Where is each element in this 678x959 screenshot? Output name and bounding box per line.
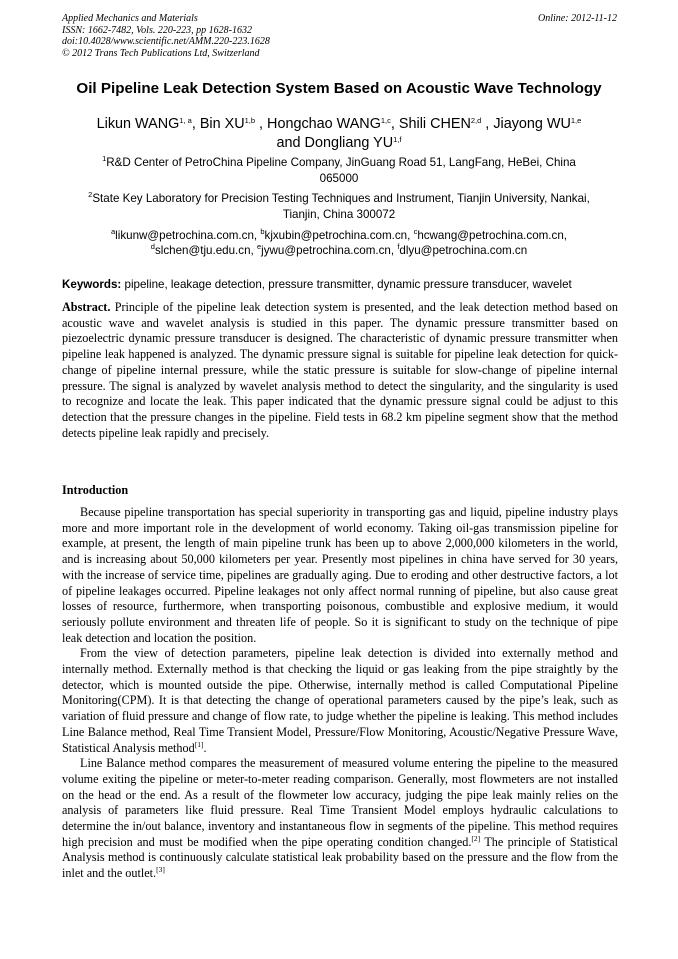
author: Jiayong WU$^{1,e}$ (493, 116, 582, 132)
paper-title: Oil Pipeline Leak Detection System Based on Acoustic Wave Technology (76, 80, 602, 97)
issn-line: ISSN: 1662-7482, Vols. 220-223, pp 1628-1632 (62, 24, 252, 36)
online-date: Online: 2012-11-12 (538, 13, 617, 24)
keywords (62, 277, 618, 292)
paragraph: Line Balance method compares the measurement of measured volume entering the pipeline to the measured volume exiting the pipeline or meter-to-meter reading comparison. Generally, most flowmeters are not installed on the head or the end. As a result of the flowmeter low accuracy, judging the pipe leak mainly relies on the analysis of parameters like fluid pressure. Real Time Transient Model employs hydraulic calculations to determine the in/out balance, inventory and instantaneous flow in segments of the pipeline. This method requires high precision and must be modified when the pipe operating condition changed.[2] The principle of Statistical Analysis method is continuously calculate statistical leak probability based on the pressure and the flow from the inlet and the outlet.[3] (62, 756, 618, 881)
author: Likun WANG$^{1, a}$, (96, 116, 200, 132)
author: Shili CHEN$^{2,d}$ , (398, 116, 494, 132)
abstract-label: Abstract. (62, 300, 111, 314)
email-link[interactable]: hcwang@petrochina.com.cn, (417, 229, 567, 242)
affiliation-1: $^1$R&D Center of PetroChina Pipeline Company, JinGuang Road 51, LangFang, HeBei, China 065000 (102, 154, 576, 185)
author-list (40, 115, 638, 153)
keywords-text: pipeline, leakage detection, pressure transmitter, dynamic pressure transducer, wavelet (124, 278, 572, 291)
author: Bin XU$^{1,b}$ , (199, 116, 268, 132)
journal-header (62, 13, 617, 59)
email-list: $^a$likunw@petrochina.com.cn, $^b$kjxubin@petrochina.com.cn, $^c$hcwang@petrochina.com.cn, $^d$slchen@tju.edu.cn, $^e$jywu@petrochina.com.cn, $^f$dlyu@petrochina.com.cn (111, 227, 567, 257)
author: Hongchao WANG$^{1,c}$, (267, 116, 399, 132)
section-heading: Introduction (62, 483, 129, 497)
journal-name: Applied Mechanics and Materials (62, 13, 198, 24)
doi-line: doi:10.4028/www.scientific.net/AMM.220-223.1628 (62, 36, 270, 48)
citation-link[interactable]: [3] (156, 865, 165, 875)
citation-link[interactable]: [2] (471, 833, 481, 843)
paragraph: Because pipeline transportation has special superiority in transporting gas and liquid, pipeline industry plays more and more important role in the development of world economy. Taking oil-gas transmission pipeline for example, at present, the length of main pipeline trunk has been up to above 2,000,000 kilometers in the world, and is increasing about 50,000 kilometers per year. Presently most pipelines in china have served for 30 years, with the increase of service time, pipelines are gradually aging. Due to eroding and other destructive factors, a lot of pipeline leakages occurred. Pipeline leakages not only affect normal running of pipeline, but also cause great losses of resource, furthermore, when transporting poisonous, combustible and explosive medium, it would seriously pollute environment and threaten life of people. So it is significant to study on the technique of pipe leak detection and location the position. (62, 505, 618, 645)
introduction-body (62, 505, 618, 882)
keywords-label: Keywords: (62, 278, 122, 291)
author: and Dongliang YU$^{1,f}$ (276, 135, 402, 151)
abstract (62, 300, 618, 441)
paragraph: From the view of detection parameters, pipeline leak detection is divided into externally method and internally method. Externally method is that checking the liquid or gas leaking from the pipe straightly by the detector, which is mounted outside the pipe. Otherwise, internally method is called Computational Pipeline Monitoring(CPM). It is that detecting the change of operational parameters caused by the pipe’s leak, such as variation of fluid pressure and change of flow rate, to judge whether the pipeline is leaking. This method includes Line Balance method, Real Time Transient Model, Pressure/Flow Monitoring, Acoustic/Negative Pressure Wave, Statistical Analysis method[1]. (62, 646, 618, 755)
abstract-text: Principle of the pipeline leak detection system is presented, and the leak detection method based on acoustic wave and wavelet analysis is studied in this paper. The dynamic pressure transmitter based on piezoelectric dynamic pressure transducer is designed. The characteristic of dynamic pressure transmitter when pipeline leak happened is analyzed. The dynamic pressure signal is suitable for pipeline leak detection for quick-change of pipeline internal pressure, while the static pressure is suitable for slow-change of pipeline internal pressure. The signal is analyzed by wavelet analysis method to detect the singularity, and the singularity is used to recognize and locate the leak. This paper indicated that the dynamic pressure signal could be adjust to this detection that the pressure changes in the pipeline. Field tests in 68.2 km pipeline segment show that the method detects pipeline leak rapidly and precisely. (62, 300, 618, 440)
email-link[interactable]: slchen@tju.edu.cn (154, 244, 251, 257)
email-link[interactable]: kjxubin@petrochina.com.cn (264, 229, 408, 242)
citation-link[interactable]: [1] (194, 739, 204, 749)
copyright-line: © 2012 Trans Tech Publications Ltd, Switzerland (62, 47, 260, 59)
email-link[interactable]: jywu@petrochina.com.cn (261, 244, 391, 257)
email-link[interactable]: likunw@petrochina.com.cn (115, 229, 254, 242)
affiliation-2: $^2$State Key Laboratory for Precision Testing Techniques and Instrument, Tianjin University, Nankai, Tianjin, China 300072 (88, 190, 590, 221)
email-link[interactable]: dlyu@petrochina.com.cn (399, 244, 528, 257)
